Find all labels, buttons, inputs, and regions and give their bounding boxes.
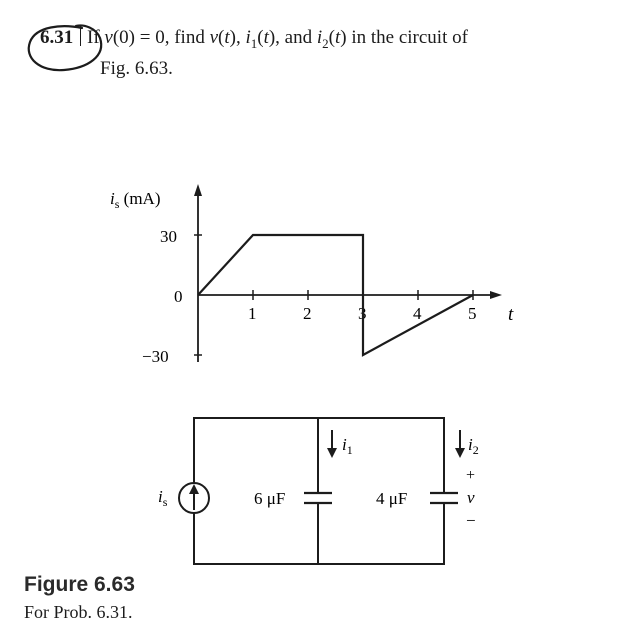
problem-text-segment: t [334,27,341,48]
circle-stroke [80,26,85,46]
x-tick-label-3: 3 [358,304,367,323]
problem-number: 6.31 [40,27,74,48]
problem-text-segment: i [316,27,323,48]
problem-text-segment: If [87,27,105,48]
cap1-gap [306,493,330,503]
problem-text-segment: v [104,27,113,48]
circuit-diagram [150,410,490,575]
cap2-gap [432,493,456,503]
x-axis-label: t [508,304,514,325]
cap2-label: 4 μF [376,489,408,508]
problem-text-segment: ), [229,27,246,48]
i1-arrow-down-icon [327,448,337,458]
x-tick-label-1: 1 [248,304,257,323]
y-axis-arrow-icon [194,184,202,196]
y-tick-label-neg30: −30 [142,347,169,366]
problem-text-segment: 2 [322,35,329,51]
y-tick-label-30: 30 [160,227,177,246]
problem-text-segment: ( [257,27,264,48]
v-label: v [467,488,475,507]
i2-label: $i_2$ [468,435,479,457]
x-tick-label-2: 2 [303,304,312,323]
current-graph [110,170,530,380]
cap1-label: 6 μF [254,489,286,508]
problem-text-segment: 1 [250,35,258,51]
problem-text-segment: t [263,27,269,48]
x-tick-label-5: 5 [468,304,477,323]
problem-text-segment: t [224,27,230,48]
x-axis-arrow-icon [490,291,502,299]
figure-title: Figure 6.63 [24,573,135,596]
problem-text-segment: (0) = 0, find [112,27,210,48]
problem-text [87,27,468,51]
problem-text-segment: ( [218,27,225,48]
y-tick-label-0: 0 [174,287,183,306]
problem-text-segment: ( [328,27,335,48]
v-plus-sign: + [466,467,476,484]
problem-statement-line1 [40,26,468,52]
source-label: $i_s$ [158,487,168,509]
problem-text-segment: v [209,27,219,48]
problem-statement-line2: Fig. 6.63. [100,58,173,79]
v-minus-sign: − [466,511,476,530]
y-axis-label: $i_s$ (mA) [110,189,161,211]
x-tick-label-4: 4 [413,304,422,323]
figure-caption: For Prob. 6.31. [24,602,133,622]
problem-text-segment: ) in the circuit of [340,27,468,48]
problem-text-segment: ), and [268,27,317,48]
problem-text-segment: i [245,27,251,48]
i2-arrow-down-icon [455,448,465,458]
i1-label: $i_1$ [342,435,353,457]
